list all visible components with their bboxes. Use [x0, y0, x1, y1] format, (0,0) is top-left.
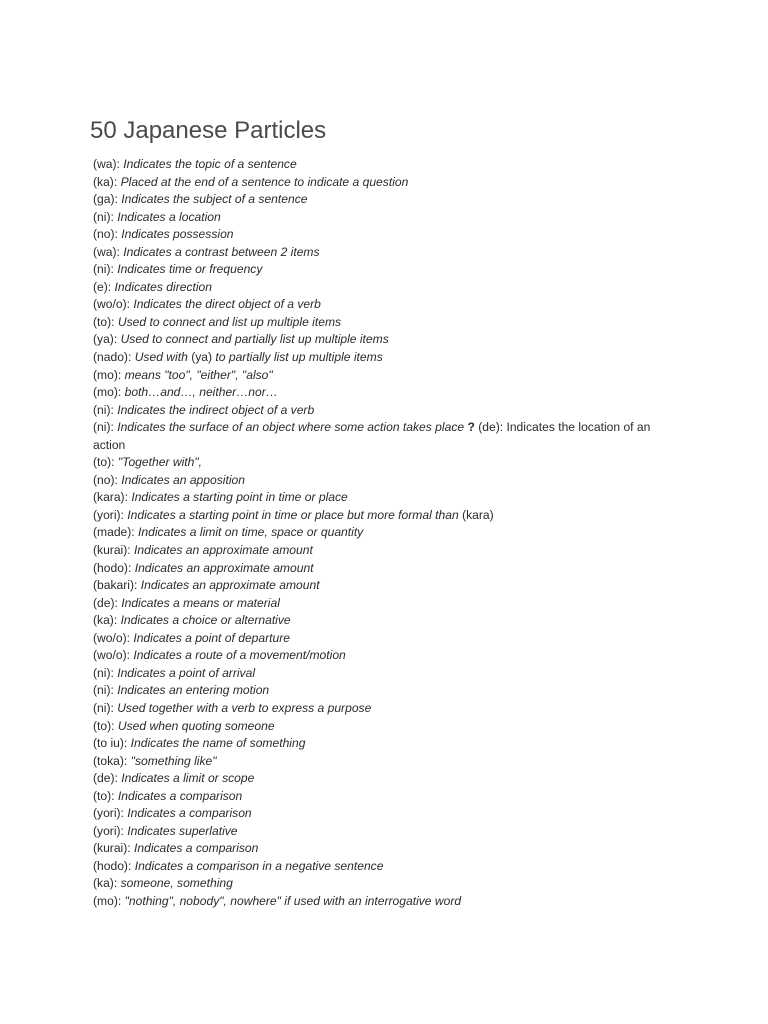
particle-term: (mo):	[93, 893, 122, 908]
particle-term: (to iu):	[93, 736, 128, 751]
list-item	[93, 753, 683, 771]
particle-term: (ni):	[93, 665, 114, 680]
particle-term: (ga):	[93, 192, 118, 207]
particle-reference: (ya)	[191, 350, 213, 365]
particle-term: (de):	[93, 595, 118, 610]
particle-definition-continued: to partially list up multiple items	[215, 350, 383, 365]
list-item	[93, 209, 683, 227]
particle-term: (ni):	[93, 420, 114, 435]
list-item	[93, 577, 683, 595]
particle-trailing-text: (de): Indicates the location of an action	[93, 420, 651, 452]
particle-term: (de):	[93, 771, 118, 786]
particle-definition: Used together with a verb to express a purpose	[117, 700, 372, 715]
list-item	[93, 858, 683, 876]
list-item	[93, 331, 683, 349]
list-item	[93, 893, 683, 911]
particle-definition: Indicates a point of arrival	[117, 665, 256, 680]
particle-definition: Indicates the indirect object of a verb	[117, 402, 315, 417]
particle-term: (ni):	[93, 262, 114, 277]
particle-definition: Indicates a comparison	[127, 806, 252, 821]
list-item	[93, 489, 683, 507]
list-item	[93, 296, 683, 314]
list-item	[93, 718, 683, 736]
list-item	[93, 524, 683, 542]
particle-definition: Indicates time or frequency	[117, 262, 263, 277]
particle-definition: Indicates a location	[117, 209, 221, 224]
particle-term: (ni):	[93, 209, 114, 224]
particle-term: (yori):	[93, 507, 124, 522]
particle-definition: Indicates a limit on time, space or quantity	[138, 525, 364, 540]
particle-definition: Indicates direction	[114, 279, 212, 294]
list-item	[93, 542, 683, 560]
list-item	[93, 507, 683, 525]
particle-definition: Indicates an apposition	[121, 472, 245, 487]
particle-definition: Used when quoting someone	[117, 718, 275, 733]
particle-term: (wo/o):	[93, 630, 130, 645]
list-item	[93, 805, 683, 823]
list-item	[93, 314, 683, 332]
particle-definition: Indicates a comparison in a negative sentence	[134, 858, 384, 873]
list-item	[93, 226, 683, 244]
particle-term: (bakari):	[93, 578, 138, 593]
particle-definition: Indicates an approximate amount	[140, 578, 320, 593]
particle-definition: Used to connect and list up multiple items	[117, 314, 342, 329]
particle-definition: Indicates a limit or scope	[121, 771, 255, 786]
particle-definition: Indicates the topic of a sentence	[123, 157, 297, 171]
list-item	[93, 682, 683, 700]
list-item	[93, 156, 683, 174]
particle-term: (wo/o):	[93, 648, 130, 663]
particle-term: (yori):	[93, 806, 124, 821]
particle-definition: Indicates a means or material	[121, 595, 280, 610]
list-item	[93, 384, 683, 402]
particle-definition: Used with	[134, 350, 188, 365]
particle-definition: Indicates possession	[121, 227, 234, 242]
particle-list	[93, 156, 683, 911]
question-mark-glyph: ?	[467, 420, 475, 435]
particle-term: (nado):	[93, 350, 132, 365]
particle-term: (mo):	[93, 367, 122, 382]
particle-term: (ka):	[93, 174, 118, 189]
particle-term: (no):	[93, 227, 118, 242]
list-item	[93, 788, 683, 806]
particle-definition: Indicates a route of a movement/motion	[133, 648, 346, 663]
particle-term: (yori):	[93, 823, 124, 838]
list-item	[93, 823, 683, 841]
list-item	[93, 595, 683, 613]
particle-term: (e):	[93, 279, 112, 294]
list-item	[93, 665, 683, 683]
list-item	[93, 735, 683, 753]
list-item	[93, 402, 683, 420]
particle-definition: "nothing", nobody", nowhere" if used with an interrogative word	[124, 893, 462, 908]
particle-term: (kara):	[93, 490, 128, 505]
particle-definition: Indicates the surface of an object where some action takes place	[117, 420, 465, 435]
list-item	[93, 472, 683, 490]
particle-term: (mo):	[93, 385, 122, 400]
particle-definition: Indicates the name of something	[130, 736, 306, 751]
list-item	[93, 770, 683, 788]
list-item	[93, 700, 683, 718]
list-item	[93, 419, 683, 454]
list-item	[93, 349, 683, 367]
particle-definition: Indicates a starting point in time or place but more formal than	[127, 507, 459, 522]
list-item	[93, 840, 683, 858]
page-title: 50 Japanese Particles	[90, 117, 327, 144]
list-item	[93, 279, 683, 297]
particle-term: (to):	[93, 788, 115, 803]
particle-definition: Indicates a comparison	[117, 788, 243, 803]
particle-definition: "something like"	[130, 753, 217, 768]
particle-definition: Indicates superlative	[127, 823, 238, 838]
list-item	[93, 454, 683, 472]
particle-term: (wo/o):	[93, 297, 130, 312]
list-item	[93, 875, 683, 893]
list-item	[93, 560, 683, 578]
particle-term: (no):	[93, 472, 118, 487]
particle-definition: both…and…, neither…nor…	[124, 385, 278, 400]
list-item	[93, 191, 683, 209]
particle-term: (ni):	[93, 700, 114, 715]
particle-definition: Indicates a point of departure	[133, 630, 290, 645]
particle-term: (kurai):	[93, 841, 131, 856]
particle-term: (hodo):	[93, 560, 132, 575]
particle-definition: someone, something	[120, 876, 233, 891]
particle-term: (to):	[93, 314, 115, 329]
particle-term: (to):	[93, 455, 115, 470]
particle-term: (ya):	[93, 332, 118, 347]
particle-definition: Indicates a starting point in time or place	[131, 490, 348, 505]
particle-definition: Indicates a contrast between 2 items	[123, 244, 320, 259]
particle-definition: Indicates the direct object of a verb	[133, 297, 321, 312]
particle-trailing-text: (kara)	[462, 507, 494, 522]
particle-term: (wa):	[93, 157, 120, 171]
list-item	[93, 174, 683, 192]
particle-definition: Indicates an approximate amount	[134, 543, 313, 558]
particle-definition: Indicates a comparison	[134, 841, 259, 856]
particle-term: (to):	[93, 718, 115, 733]
list-item	[93, 367, 683, 385]
particle-term: (toka):	[93, 753, 128, 768]
particle-definition: Placed at the end of a sentence to indicate a question	[120, 174, 409, 189]
list-item	[93, 647, 683, 665]
particle-term: (hodo):	[93, 858, 132, 873]
particle-term: (made):	[93, 525, 135, 540]
list-item	[93, 244, 683, 262]
particle-term: (ni):	[93, 402, 114, 417]
particle-term: (wa):	[93, 244, 120, 259]
list-item	[93, 612, 683, 630]
particle-term: (ka):	[93, 876, 118, 891]
list-item	[93, 630, 683, 648]
particle-definition: Indicates an approximate amount	[134, 560, 314, 575]
particle-term: (ni):	[93, 683, 114, 698]
particle-definition: Indicates an entering motion	[117, 683, 270, 698]
particle-definition: means "too", "either", "also"	[124, 367, 273, 382]
particle-term: (ka):	[93, 613, 118, 628]
particle-definition: Used to connect and partially list up multiple items	[120, 332, 389, 347]
particle-term: (kurai):	[93, 543, 131, 558]
list-item	[93, 261, 683, 279]
particle-definition: Indicates the subject of a sentence	[121, 192, 308, 207]
particle-definition: Indicates a choice or alternative	[120, 613, 291, 628]
particle-definition: "Together with",	[117, 455, 202, 470]
